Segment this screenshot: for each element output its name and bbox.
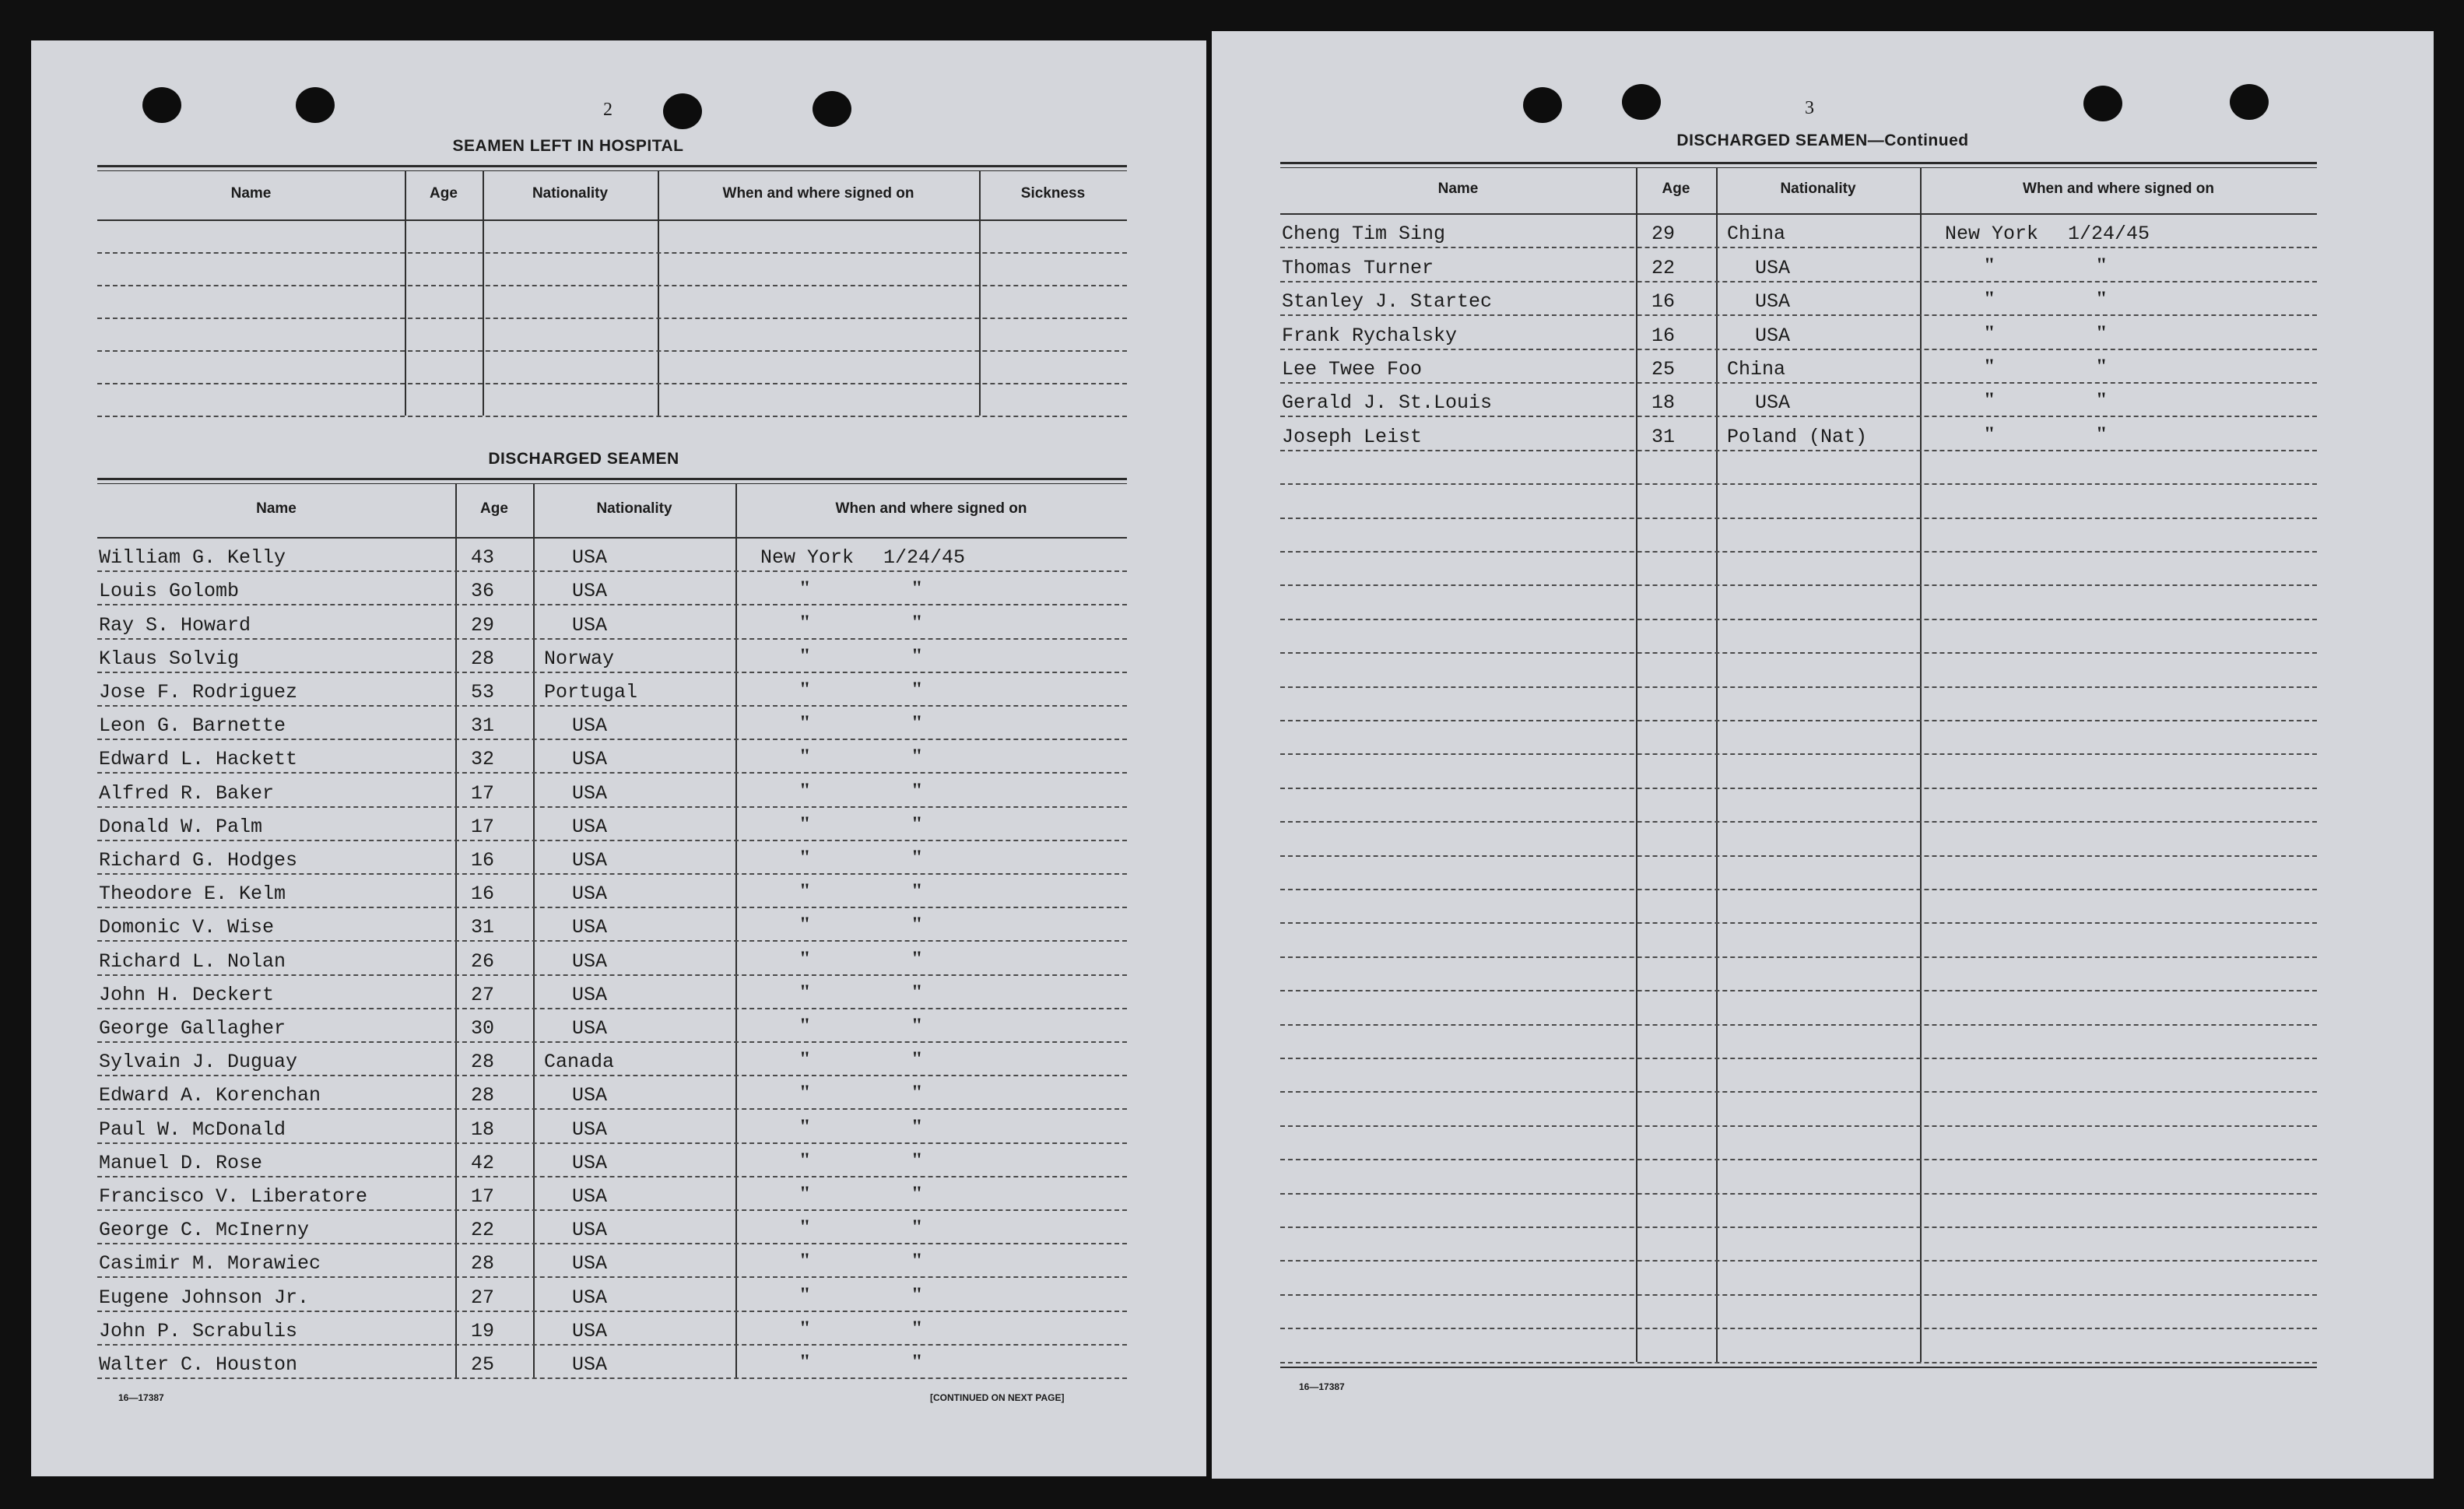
seaman-nationality: USA: [1755, 256, 1791, 279]
seaman-age: 28: [471, 1084, 495, 1107]
punch-hole: [663, 93, 702, 129]
ditto-mark: ": [799, 745, 811, 768]
ditto-mark: ": [799, 1350, 811, 1373]
seaman-age: 29: [471, 613, 495, 637]
seaman-name: George Gallagher: [99, 1017, 286, 1040]
seaman-name: Sylvain J. Duguay: [99, 1051, 298, 1074]
seaman-name: John P. Scrabulis: [99, 1319, 298, 1342]
title-main: DISCHARGED SEAMEN: [1676, 132, 1868, 149]
punch-hole: [142, 87, 181, 123]
row-rule: [1280, 652, 2317, 654]
row-rule: [97, 285, 1127, 286]
ditto-mark: ": [1984, 422, 1995, 445]
seaman-nationality: USA: [572, 1252, 608, 1276]
column-divider: [1636, 168, 1637, 1362]
page-number: 3: [1805, 98, 1814, 118]
row-rule: [97, 1108, 1127, 1110]
seaman-name: Eugene Johnson Jr.: [99, 1286, 310, 1309]
ditto-mark: ": [911, 778, 923, 802]
seaman-age: 22: [471, 1219, 495, 1242]
column-header: Age: [430, 185, 458, 202]
row-rule: [1280, 821, 2317, 823]
header-rule: [97, 537, 1127, 539]
seaman-nationality: USA: [572, 1118, 608, 1141]
seaman-nationality: USA: [572, 1084, 608, 1107]
row-rule: [1280, 1159, 2317, 1160]
seaman-age: 18: [1651, 391, 1676, 415]
ditto-mark: ": [911, 1283, 923, 1306]
ditto-mark: ": [799, 946, 811, 970]
row-rule: [97, 1041, 1127, 1043]
signed-on-place: New York: [1945, 223, 2039, 246]
row-rule: [1280, 382, 2317, 384]
ditto-mark: ": [911, 913, 923, 936]
seaman-age: 27: [471, 1286, 495, 1309]
column-header: Name: [230, 185, 272, 202]
ditto-mark: ": [911, 1048, 923, 1071]
seaman-nationality: USA: [572, 883, 608, 906]
seaman-age: 17: [471, 1185, 495, 1208]
row-rule: [1280, 247, 2317, 248]
row-rule: [1280, 990, 2317, 991]
row-rule: [97, 1176, 1127, 1177]
ditto-mark: ": [1984, 388, 1995, 412]
ditto-mark: ": [1984, 355, 1995, 377]
seaman-age: 25: [1651, 358, 1676, 381]
ditto-mark: ": [799, 577, 811, 600]
row-rule: [97, 840, 1127, 841]
seaman-nationality: USA: [572, 916, 608, 939]
ditto-mark: ": [911, 846, 923, 869]
seaman-nationality: USA: [572, 1185, 608, 1208]
ditto-mark: ": [911, 678, 923, 700]
row-rule: [1280, 1227, 2317, 1228]
signed-on-date: 1/24/45: [2068, 223, 2150, 246]
seaman-nationality: USA: [572, 1319, 608, 1342]
row-rule: [97, 1377, 1127, 1379]
ditto-mark: ": [799, 1182, 811, 1205]
ditto-mark: ": [2096, 422, 2108, 445]
seaman-nationality: USA: [572, 815, 608, 838]
row-rule: [97, 638, 1127, 640]
ditto-mark: ": [911, 1316, 923, 1339]
seaman-age: 31: [471, 916, 495, 939]
ditto-mark: ": [911, 1148, 923, 1171]
row-rule: [1280, 686, 2317, 688]
row-rule: [1280, 349, 2317, 350]
column-divider: [483, 171, 484, 416]
seaman-nationality: China: [1727, 358, 1786, 381]
table-top-rule: [1280, 162, 2317, 168]
column-divider: [1716, 168, 1718, 1362]
seaman-name: Domonic V. Wise: [99, 916, 275, 939]
ditto-mark: ": [1984, 253, 1995, 276]
seaman-age: 29: [1651, 223, 1676, 246]
seaman-name: Ray S. Howard: [99, 613, 251, 637]
column-header: Name: [1437, 181, 1479, 197]
seaman-age: 31: [471, 714, 495, 738]
seaman-nationality: USA: [572, 748, 608, 771]
row-rule: [97, 1311, 1127, 1312]
seaman-nationality: Poland (Nat): [1727, 425, 1868, 448]
row-rule: [1280, 314, 2317, 316]
ditto-mark: ": [911, 1081, 923, 1104]
right-page: [1212, 31, 2434, 1479]
column-header: Name: [256, 500, 297, 517]
seaman-name: Cheng Tim Sing: [1282, 223, 1446, 246]
row-rule: [97, 1142, 1127, 1144]
seaman-name: Theodore E. Kelm: [99, 883, 286, 906]
ditto-mark: ": [799, 812, 811, 835]
ditto-mark: ": [911, 879, 923, 903]
ditto-mark: ": [799, 1216, 811, 1239]
row-rule: [1280, 483, 2317, 485]
seaman-age: 17: [471, 815, 495, 838]
row-rule: [1280, 1260, 2317, 1262]
row-rule: [97, 1344, 1127, 1346]
ditto-mark: ": [799, 610, 811, 633]
seaman-name: John H. Deckert: [99, 983, 275, 1006]
seaman-nationality: USA: [572, 1286, 608, 1309]
seaman-age: 42: [471, 1151, 495, 1174]
row-rule: [97, 350, 1127, 352]
row-rule: [97, 1075, 1127, 1076]
ditto-mark: ": [911, 577, 923, 600]
ditto-mark: ": [2096, 253, 2108, 276]
seaman-name: William G. Kelly: [99, 546, 286, 570]
seaman-nationality: USA: [572, 714, 608, 738]
seaman-nationality: USA: [1755, 324, 1791, 347]
seaman-name: Casimir M. Morawiec: [99, 1252, 321, 1276]
seaman-age: 17: [471, 781, 495, 805]
row-rule: [97, 383, 1127, 384]
seaman-age: 18: [471, 1118, 495, 1141]
ditto-mark: ": [799, 1114, 811, 1138]
title-suffix: —Continued: [1867, 132, 1969, 149]
ditto-mark: ": [911, 711, 923, 735]
ditto-mark: ": [799, 980, 811, 1003]
ditto-mark: ": [799, 1148, 811, 1171]
ditto-mark: ": [799, 778, 811, 802]
seaman-nationality: USA: [572, 546, 608, 570]
row-rule: [1280, 619, 2317, 620]
row-rule: [1280, 450, 2317, 451]
seaman-name: Louis Golomb: [99, 580, 240, 603]
row-rule: [1280, 518, 2317, 519]
header-rule: [1280, 213, 2317, 215]
seaman-name: Walter C. Houston: [99, 1353, 298, 1376]
seaman-name: Klaus Solvig: [99, 647, 240, 670]
row-rule: [97, 1276, 1127, 1278]
ditto-mark: ": [799, 846, 811, 869]
seaman-name: Richard G. Hodges: [99, 849, 298, 872]
row-rule: [1280, 584, 2317, 586]
seaman-nationality: USA: [572, 1017, 608, 1040]
seaman-name: Donald W. Palm: [99, 815, 263, 838]
column-header: When and where signed on: [722, 185, 914, 202]
ditto-mark: ": [799, 1249, 811, 1272]
seaman-age: 25: [471, 1353, 495, 1376]
seaman-name: Manuel D. Rose: [99, 1151, 263, 1174]
seaman-age: 28: [471, 1051, 495, 1074]
seaman-nationality: China: [1727, 223, 1786, 246]
seaman-nationality: USA: [572, 983, 608, 1006]
row-rule: [1280, 416, 2317, 417]
page-number: 2: [603, 100, 612, 120]
ditto-mark: ": [911, 610, 923, 633]
punch-hole: [2083, 86, 2122, 121]
column-divider: [405, 171, 406, 416]
punch-hole: [813, 91, 851, 127]
seaman-name: Richard L. Nolan: [99, 949, 286, 973]
seaman-age: 28: [471, 1252, 495, 1276]
row-rule: [97, 974, 1127, 976]
row-rule: [1280, 788, 2317, 789]
seaman-name: Edward A. Korenchan: [99, 1084, 321, 1107]
ditto-mark: ": [799, 1283, 811, 1306]
row-rule: [1280, 1125, 2317, 1127]
ditto-mark: ": [911, 1216, 923, 1239]
ditto-mark: ": [2096, 355, 2108, 377]
row-rule: [97, 940, 1127, 942]
seaman-age: 30: [471, 1017, 495, 1040]
ditto-mark: ": [1984, 321, 1995, 344]
column-divider: [979, 171, 981, 416]
seaman-age: 26: [471, 949, 495, 973]
row-rule: [1280, 1024, 2317, 1026]
ditto-mark: ": [799, 913, 811, 936]
column-header: Nationality: [1780, 181, 1856, 197]
column-header: Age: [480, 500, 508, 517]
row-rule: [97, 1008, 1127, 1009]
signed-on-place: New York: [760, 546, 855, 570]
seaman-name: Paul W. McDonald: [99, 1118, 286, 1141]
table-top-rule: [97, 165, 1127, 171]
row-rule: [1280, 1294, 2317, 1296]
column-divider: [1920, 168, 1922, 1362]
row-rule: [97, 604, 1127, 605]
seaman-nationality: USA: [572, 849, 608, 872]
seaman-nationality: USA: [572, 1151, 608, 1174]
seaman-age: 22: [1651, 256, 1676, 279]
punch-hole: [1523, 87, 1562, 123]
seaman-nationality: USA: [572, 1353, 608, 1376]
seaman-age: 16: [1651, 290, 1676, 314]
row-rule: [1280, 889, 2317, 890]
column-header: When and where signed on: [835, 500, 1027, 517]
seaman-name: Gerald J. St.Louis: [1282, 391, 1493, 415]
discharged-section-title: DISCHARGED SEAMEN: [488, 450, 679, 468]
punch-hole: [2230, 84, 2269, 120]
seaman-name: Alfred R. Baker: [99, 781, 275, 805]
row-rule: [97, 672, 1127, 673]
column-header: Nationality: [532, 185, 609, 202]
seaman-age: 16: [471, 883, 495, 906]
row-rule: [1280, 1328, 2317, 1329]
form-code: 16—17387: [118, 1392, 164, 1403]
column-header: When and where signed on: [2023, 181, 2214, 197]
ditto-mark: ": [911, 1249, 923, 1272]
seaman-name: Thomas Turner: [1282, 256, 1434, 279]
seaman-name: Lee Twee Foo: [1282, 358, 1423, 381]
seaman-age: 53: [471, 681, 495, 704]
seaman-name: Leon G. Barnette: [99, 714, 286, 738]
column-divider: [658, 171, 659, 416]
ditto-mark: ": [799, 1081, 811, 1104]
row-rule: [1280, 855, 2317, 857]
seaman-nationality: Portugal: [544, 681, 638, 704]
ditto-mark: ": [911, 1014, 923, 1037]
ditto-mark: ": [911, 1182, 923, 1205]
seaman-name: Francisco V. Liberatore: [99, 1185, 368, 1208]
ditto-mark: ": [799, 644, 811, 667]
row-rule: [97, 873, 1127, 875]
ditto-mark: ": [911, 812, 923, 835]
seaman-age: 43: [471, 546, 495, 570]
row-rule: [97, 806, 1127, 808]
row-rule: [1280, 1058, 2317, 1059]
seaman-nationality: USA: [572, 949, 608, 973]
row-rule: [97, 739, 1127, 740]
ditto-mark: ": [799, 879, 811, 903]
row-rule: [1280, 1091, 2317, 1093]
row-rule: [97, 1243, 1127, 1244]
row-rule: [1280, 1193, 2317, 1195]
row-rule: [97, 570, 1127, 572]
seaman-age: 16: [471, 849, 495, 872]
ditto-mark: ": [2096, 287, 2108, 311]
column-header: Sickness: [1020, 185, 1086, 202]
seaman-nationality: USA: [1755, 290, 1791, 314]
ditto-mark: ": [2096, 321, 2108, 344]
row-rule: [1280, 922, 2317, 924]
seaman-nationality: Canada: [544, 1051, 615, 1074]
seaman-age: 28: [471, 647, 495, 670]
seaman-nationality: Norway: [544, 647, 615, 670]
seaman-name: Frank Rychalsky: [1282, 324, 1458, 347]
row-rule: [97, 252, 1127, 254]
seaman-nationality: USA: [572, 781, 608, 805]
seaman-age: 16: [1651, 324, 1676, 347]
ditto-mark: ": [799, 1048, 811, 1071]
form-code: 16—17387: [1299, 1381, 1345, 1392]
signed-on-date: 1/24/45: [883, 546, 966, 570]
punch-hole: [296, 87, 335, 123]
seaman-age: 19: [471, 1319, 495, 1342]
left-page: [31, 40, 1206, 1476]
header-rule: [97, 219, 1127, 221]
discharged-continued-title: [1570, 132, 2076, 150]
table-bottom-rule: [1280, 1367, 2317, 1368]
seaman-age: 36: [471, 580, 495, 603]
ditto-mark: ": [911, 1114, 923, 1138]
row-rule: [1280, 551, 2317, 553]
row-rule: [97, 772, 1127, 774]
ditto-mark: ": [799, 711, 811, 735]
ditto-mark: ": [799, 1316, 811, 1339]
seaman-name: Edward L. Hackett: [99, 748, 298, 771]
ditto-mark: ": [799, 678, 811, 700]
hospital-section-title: SEAMEN LEFT IN HOSPITAL: [452, 137, 684, 155]
row-rule: [1280, 281, 2317, 282]
seaman-age: 31: [1651, 425, 1676, 448]
ditto-mark: ": [911, 980, 923, 1003]
ditto-mark: ": [911, 946, 923, 970]
row-rule: [97, 907, 1127, 908]
column-header: Age: [1662, 181, 1690, 197]
ditto-mark: ": [799, 1014, 811, 1037]
ditto-mark: ": [911, 644, 923, 667]
table-top-rule: [97, 478, 1127, 484]
row-rule: [1280, 956, 2317, 958]
seaman-nationality: USA: [572, 613, 608, 637]
row-rule: [97, 705, 1127, 707]
seaman-age: 27: [471, 983, 495, 1006]
ditto-mark: ": [911, 745, 923, 768]
punch-hole: [1622, 84, 1661, 120]
seaman-name: George C. McInerny: [99, 1219, 310, 1242]
continued-note: [CONTINUED ON NEXT PAGE]: [930, 1392, 1065, 1403]
seaman-nationality: USA: [572, 580, 608, 603]
seaman-nationality: USA: [1755, 391, 1791, 415]
ditto-mark: ": [1984, 287, 1995, 311]
row-rule: [1280, 720, 2317, 721]
seaman-nationality: USA: [572, 1219, 608, 1242]
row-rule: [1280, 753, 2317, 755]
column-header: Nationality: [596, 500, 672, 517]
row-rule: [97, 416, 1127, 417]
row-rule: [1280, 1362, 2317, 1363]
ditto-mark: ": [911, 1350, 923, 1373]
row-rule: [97, 1209, 1127, 1211]
row-rule: [97, 318, 1127, 319]
seaman-name: Jose F. Rodriguez: [99, 681, 298, 704]
seaman-name: Stanley J. Startec: [1282, 290, 1493, 314]
seaman-age: 32: [471, 748, 495, 771]
ditto-mark: ": [2096, 388, 2108, 412]
seaman-name: Joseph Leist: [1282, 425, 1423, 448]
